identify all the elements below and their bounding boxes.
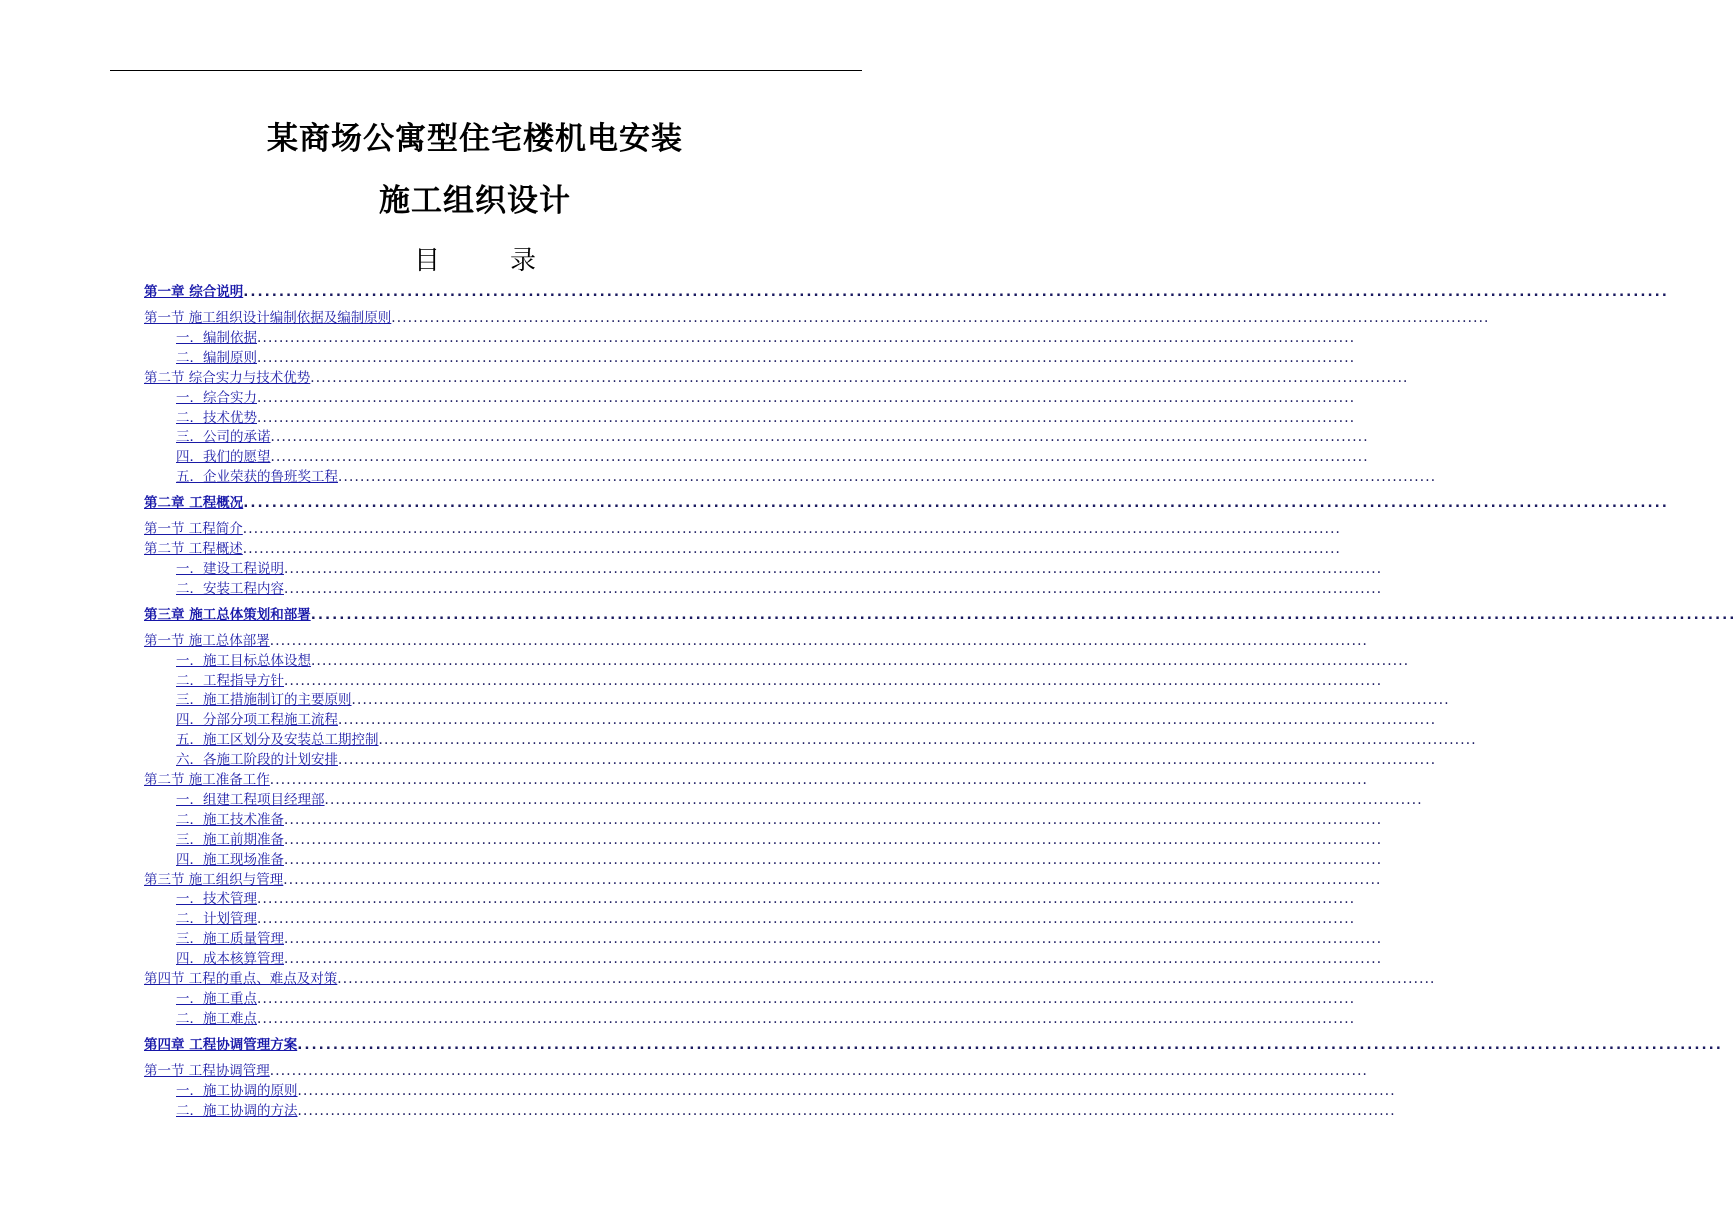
toc-entry-item[interactable]	[176, 688, 1450, 709]
toc-dot-leader: ........................................................................................................................................................................................................	[269, 1062, 1369, 1079]
toc-entry-item[interactable]	[176, 1007, 1356, 1027]
toc-entry-item[interactable]	[176, 808, 1383, 828]
toc-entry-item[interactable]	[176, 386, 1356, 406]
toc-entry-label[interactable]: 二．施工难点	[176, 1010, 257, 1027]
toc-entry-label[interactable]: 二．技术优势	[176, 409, 257, 426]
toc-entry-label[interactable]: 六．各施工阶段的计划安排	[176, 752, 338, 769]
toc-dot-leader: ........................................................................................................................................................................................................	[257, 891, 1356, 908]
toc-entry-item[interactable]	[176, 788, 1423, 808]
toc-entry-item[interactable]	[176, 728, 1477, 749]
toc-entry-label[interactable]: 一．组建工程项目经理部	[176, 791, 325, 808]
toc-entry-label[interactable]: 第一节 工程简介	[144, 521, 243, 538]
toc-entry-label[interactable]: 第三章 施工总体策划和部署	[144, 606, 311, 623]
toc-dot-leader: ........................................................................................................................................................................................................	[283, 871, 1382, 888]
toc-entry-label[interactable]: 一．编制依据	[176, 329, 257, 346]
toc-entry-section[interactable]	[144, 1059, 1369, 1079]
toc-entry-section[interactable]	[144, 366, 1409, 386]
toc-entry-chapter[interactable]	[144, 603, 1736, 623]
toc-dot-leader: ........................................................................................................................................................................................................	[242, 521, 1342, 538]
toc-entry-label[interactable]: 三．施工措施制订的主要原则	[176, 692, 352, 709]
toc-entry-label[interactable]: 三．施工质量管理	[176, 931, 284, 948]
toc-entry-item[interactable]	[176, 848, 1383, 868]
toc-dot-leader: ........................................................................................................................................................................................................	[284, 811, 1383, 828]
document-title-line2: 施工组织设计	[379, 183, 571, 219]
toc-entry-item[interactable]	[176, 907, 1356, 928]
toc-entry-label[interactable]: 三．公司的承诺	[176, 429, 271, 446]
toc-entry-label[interactable]: 四．施工现场准备	[176, 851, 284, 868]
toc-dot-leader: ........................................................................................................................................................................................................	[297, 1102, 1396, 1119]
toc-dot-leader: ........................................................................................................................................................................................................	[269, 772, 1369, 788]
toc-entry-item[interactable]	[176, 828, 1383, 848]
header-rule	[110, 70, 862, 71]
toc-dot-leader: ........................................................................................................................................................................................................	[284, 951, 1383, 968]
toc-entry-label[interactable]: 二．计划管理	[176, 911, 257, 928]
toc-heading	[0, 240, 950, 277]
toc-entry-section[interactable]	[144, 868, 1382, 888]
toc-entry-label[interactable]: 一．建设工程说明	[176, 560, 284, 577]
toc-entry-label[interactable]: 第一节 工程协调管理	[144, 1062, 270, 1079]
toc-entry-section[interactable]	[144, 306, 1490, 326]
toc-entry-label[interactable]: 第三节 施工组织与管理	[144, 871, 284, 888]
toc-dot-leader: ........................................................................................................................................................................................................	[297, 1082, 1396, 1099]
toc-dot-leader: ........................................................................................................................................................................................................	[257, 329, 1356, 346]
toc-entry-item[interactable]	[176, 987, 1356, 1007]
toc-dot-leader: ........................................................................................................................................................................................................	[284, 831, 1383, 848]
toc-entry-label[interactable]: 第二节 综合实力与技术优势	[144, 369, 311, 386]
toc-entry-item[interactable]	[176, 669, 1383, 689]
toc-entry-chapter[interactable]	[144, 1033, 1723, 1053]
toc-entry-label[interactable]: 一．技术管理	[176, 891, 257, 908]
toc-entry-chapter[interactable]	[144, 491, 1669, 512]
toc-dot-leader: ........................................................................................................................................................................................................	[297, 1036, 1723, 1053]
toc-dot-leader: ........................................................................................................................................................................................................	[243, 284, 1669, 300]
toc-dot-leader: ........................................................................................................................................................................................................	[310, 369, 1409, 386]
toc-entry-item[interactable]	[176, 927, 1383, 948]
toc-dot-leader: ........................................................................................................................................................................................................	[284, 931, 1383, 948]
toc-entry-label[interactable]: 二．安装工程内容	[176, 580, 284, 597]
toc-entry-label[interactable]: 四．成本核算管理	[176, 951, 284, 968]
toc-dot-leader: ........................................................................................................................................................................................................	[270, 449, 1369, 466]
toc-entry-item[interactable]	[176, 346, 1356, 366]
toc-entry-item[interactable]	[176, 708, 1437, 729]
toc-dot-leader: ........................................................................................................................................................................................................	[338, 469, 1437, 486]
toc-entry-label[interactable]: 一．施工重点	[176, 990, 257, 1007]
toc-entry-label[interactable]: 二．编制原则	[176, 349, 257, 366]
toc-entry-label[interactable]: 二．施工技术准备	[176, 811, 284, 828]
toc-heading-left: 目	[413, 246, 440, 276]
toc-dot-leader: ........................................................................................................................................................................................................	[257, 349, 1356, 366]
toc-dot-leader: ........................................................................................................................................................................................................	[391, 310, 1490, 326]
toc-entry-label[interactable]: 五．施工区划分及安装总工期控制	[176, 732, 379, 749]
toc-entry-item[interactable]	[176, 326, 1356, 346]
toc-entry-item[interactable]	[176, 577, 1383, 597]
toc-dot-leader: ........................................................................................................................................................................................................	[351, 692, 1450, 709]
toc-entry-item[interactable]	[176, 406, 1356, 426]
toc-entry-item[interactable]	[176, 1079, 1396, 1099]
toc-entry-item[interactable]	[176, 425, 1369, 446]
toc-dot-leader: ........................................................................................................................................................................................................	[270, 429, 1369, 446]
toc-heading-right: 录	[510, 246, 537, 276]
toc-entry-label[interactable]: 第四节 工程的重点、难点及对策	[144, 971, 338, 987]
toc-dot-leader: ........................................................................................................................................................................................................	[257, 990, 1356, 1007]
toc-dot-leader: ........................................................................................................................................................................................................	[284, 672, 1383, 689]
toc-entry-section[interactable]	[144, 629, 1369, 649]
toc-dot-leader: ........................................................................................................................................................................................................	[269, 632, 1369, 649]
toc-dot-leader: ........................................................................................................................................................................................................	[243, 495, 1669, 512]
toc-entry-label[interactable]: 一．综合实力	[176, 389, 257, 406]
toc-entry-item[interactable]	[176, 649, 1410, 669]
toc-entry-section[interactable]	[144, 768, 1369, 788]
toc-dot-leader: ........................................................................................................................................................................................................	[337, 971, 1436, 987]
toc-entry-label[interactable]: 第一节 施工组织设计编制依据及编制原则	[144, 310, 392, 326]
toc-dot-leader: ........................................................................................................................................................................................................	[378, 732, 1477, 749]
toc-entry-label[interactable]: 第一节 施工总体部署	[144, 632, 270, 649]
toc-entry-label[interactable]: 第一章 综合说明	[144, 284, 244, 300]
toc-entry-label[interactable]: 第四章 工程协调管理方案	[144, 1036, 298, 1053]
toc-entry-label[interactable]: 四．分部分项工程施工流程	[176, 712, 338, 729]
toc-entry-label[interactable]: 四．我们的愿望	[176, 449, 271, 466]
toc-dot-leader: ........................................................................................................................................................................................................	[324, 791, 1423, 808]
toc-dot-leader: ........................................................................................................................................................................................................	[257, 389, 1356, 406]
toc-dot-leader: ........................................................................................................................................................................................................	[310, 606, 1736, 623]
toc-entry-label[interactable]: 二．工程指导方针	[176, 672, 284, 689]
toc-entry-item[interactable]	[176, 748, 1437, 769]
toc-entry-item[interactable]	[176, 557, 1383, 577]
toc-entry-item[interactable]	[176, 445, 1369, 466]
toc-entry-label[interactable]: 一．施工目标总体设想	[176, 652, 311, 669]
toc-entry-label[interactable]: 第二节 工程概述	[144, 541, 243, 557]
toc-entry-label[interactable]: 三．施工前期准备	[176, 831, 284, 848]
toc-dot-leader: ........................................................................................................................................................................................................	[284, 580, 1383, 597]
toc-dot-leader: ........................................................................................................................................................................................................	[284, 851, 1383, 868]
toc-entry-item[interactable]	[176, 887, 1356, 908]
toc-entry-item[interactable]	[176, 947, 1383, 968]
toc-entry-label[interactable]: 第二节 施工准备工作	[144, 772, 270, 788]
toc-dot-leader: ........................................................................................................................................................................................................	[338, 752, 1437, 769]
toc-entry-label[interactable]: 五．企业荣获的鲁班奖工程	[176, 469, 338, 486]
toc-entry-section[interactable]	[144, 517, 1342, 538]
toc-dot-leader: ........................................................................................................................................................................................................	[338, 712, 1437, 729]
toc-dot-leader: ........................................................................................................................................................................................................	[257, 409, 1356, 426]
toc-entry-label[interactable]: 一．施工协调的原则	[176, 1082, 298, 1099]
toc-entry-label[interactable]: 二．施工协调的方法	[176, 1102, 298, 1119]
toc-entry-section[interactable]	[144, 537, 1342, 557]
toc-dot-leader: ........................................................................................................................................................................................................	[257, 1010, 1356, 1027]
toc-entry-item[interactable]	[176, 465, 1437, 486]
toc-dot-leader: ........................................................................................................................................................................................................	[311, 652, 1410, 669]
toc-entry-item[interactable]	[176, 1099, 1396, 1119]
toc-dot-leader: ........................................................................................................................................................................................................	[284, 560, 1383, 577]
toc-dot-leader: ........................................................................................................................................................................................................	[257, 911, 1356, 928]
toc-entry-section[interactable]	[144, 967, 1436, 987]
toc-entry-chapter[interactable]	[144, 280, 1669, 300]
document-title-line1: 某商场公寓型住宅楼机电安装	[267, 121, 683, 157]
toc-entry-label[interactable]: 第二章 工程概况	[144, 495, 244, 512]
toc-dot-leader: ........................................................................................................................................................................................................	[242, 541, 1342, 557]
